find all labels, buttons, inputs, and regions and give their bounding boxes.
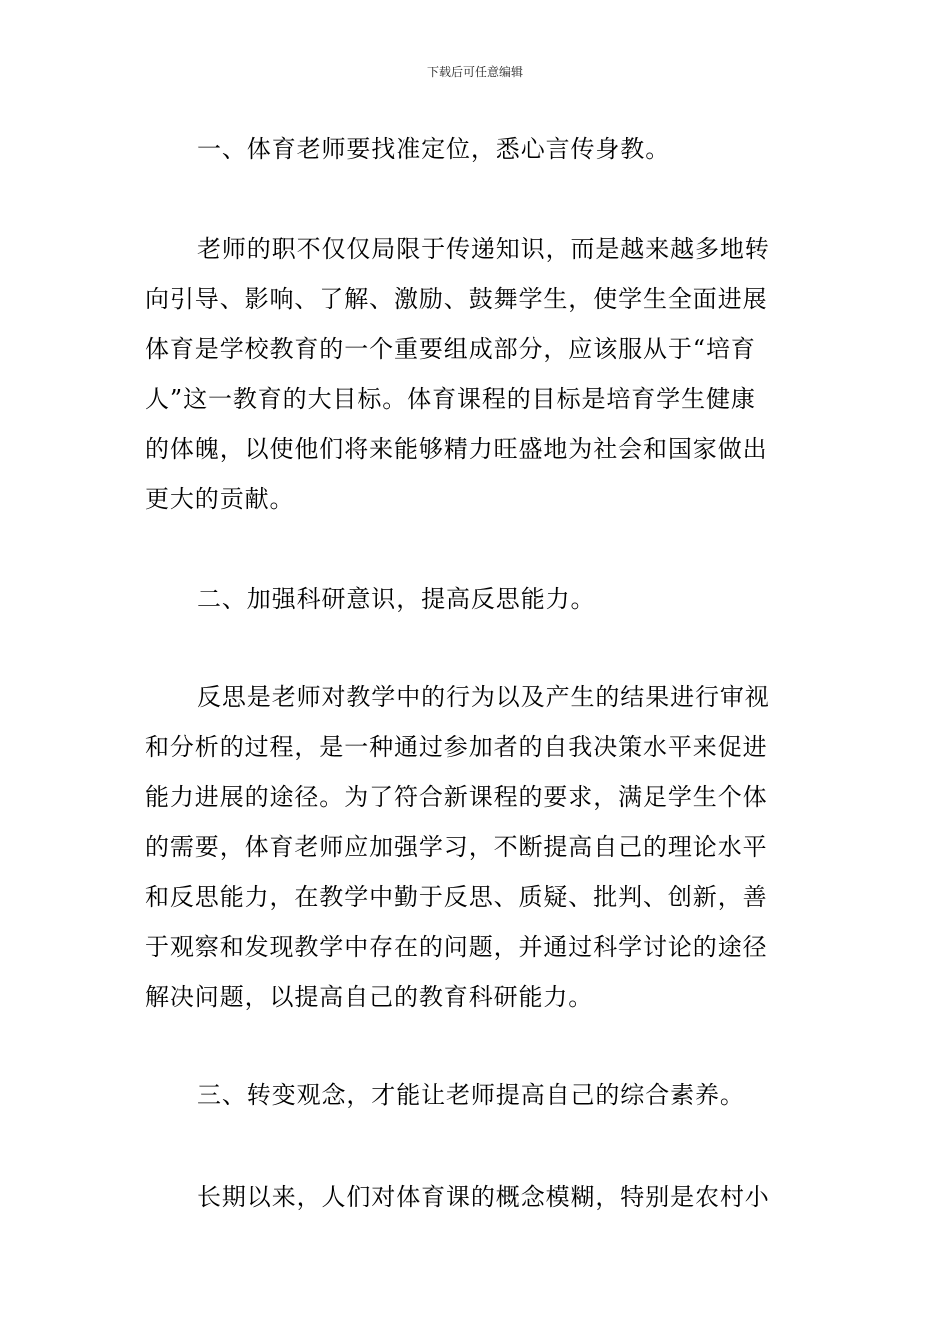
paragraph-line: 的体魄，以使他们将来能够精力旺盛地为社会和国家做出	[145, 435, 768, 463]
paragraph-line: 体育是学校教育的一个重要组成部分，应该服从于“培育	[145, 335, 756, 363]
paragraph-line: 于观察和发现教学中存在的问题，并通过科学讨论的途径	[145, 933, 768, 961]
paragraph-line: 长期以来，人们对体育课的概念模糊，特别是农村小	[197, 1183, 770, 1211]
heading-text: 三、转变观念，才能让老师提高自己的综合素养。	[197, 1081, 745, 1109]
section-heading-2	[145, 574, 810, 624]
paragraph-line: 能力进展的途径。为了符合新课程的要求，满足学生个体	[145, 783, 768, 811]
section-paragraph-2	[145, 672, 810, 1022]
section-heading-3	[145, 1070, 810, 1120]
paragraph-line: 向引导、影响、了解、激励、鼓舞学生，使学生全面进展	[145, 285, 768, 313]
section-paragraph-3	[145, 1172, 810, 1222]
heading-text: 二、加强科研意识，提高反思能力。	[197, 585, 596, 613]
paragraph-line: 反思是老师对教学中的行为以及产生的结果进行审视	[197, 683, 770, 711]
page-header-note: 下载后可任意编辑	[426, 65, 523, 79]
paragraph-line: 的需要，体育老师应加强学习，不断提高自己的理论水平	[145, 833, 768, 861]
paragraph-line: 老师的职不仅仅局限于传递知识，而是越来越多地转	[197, 235, 770, 263]
section-paragraph-1	[145, 224, 810, 524]
paragraph-line: 更大的贡献。	[145, 485, 295, 513]
section-heading-1	[145, 124, 810, 174]
paragraph-line: 解决问题，以提高自己的教育科研能力。	[145, 983, 594, 1011]
paragraph-line: 和反思能力，在教学中勤于反思、质疑、批判、创新，善	[145, 883, 768, 911]
heading-text: 一、体育老师要找准定位，悉心言传身教。	[197, 135, 671, 163]
paragraph-line: 人”这一教育的大目标。体育课程的目标是培育学生健康	[145, 385, 756, 413]
paragraph-line: 和分析的过程，是一种通过参加者的自我决策水平来促进	[145, 733, 768, 761]
